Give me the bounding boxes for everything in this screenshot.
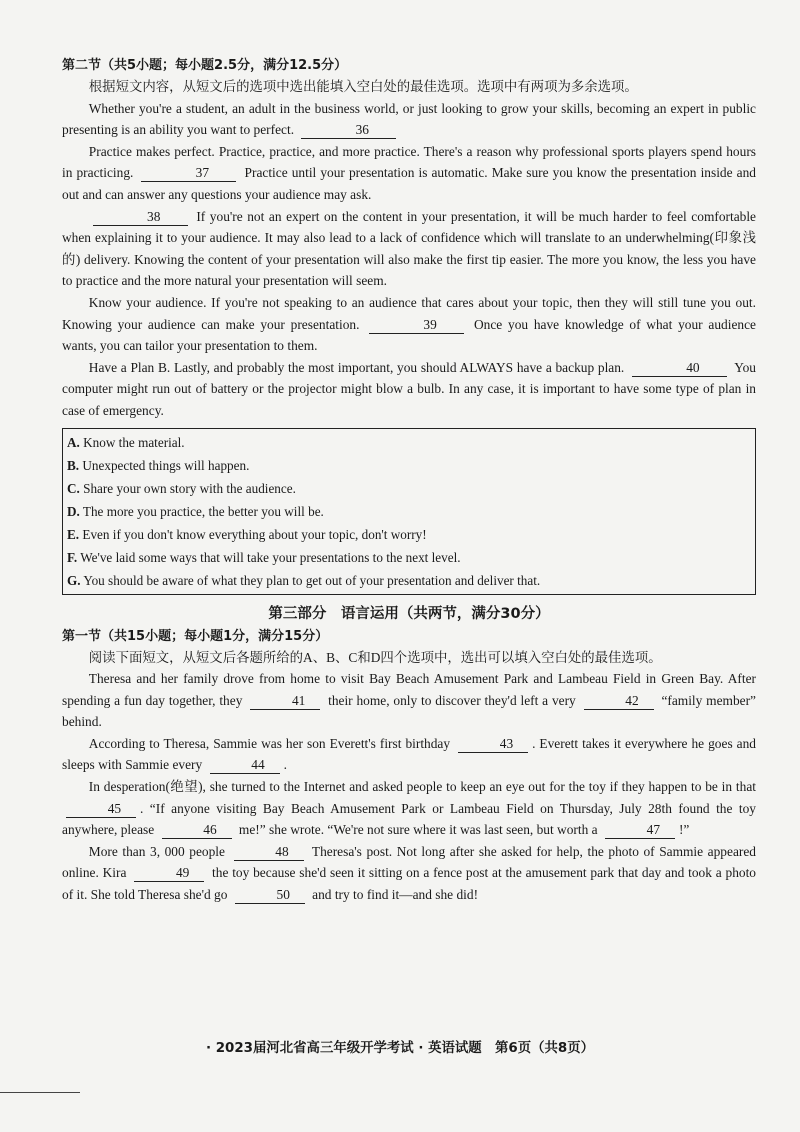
passage-paragraph-5: Have a Plan B. Lastly, and probably the most important, you should ALWAYS have a backup plan. 40 You computer might run out of battery or the projector might blow a bulb. In any case, it is important to have some type of plan in case of emergency. [62,359,756,418]
blank-45: 45 [66,801,136,818]
blank-47: 47 [605,822,675,839]
options-box [62,428,756,595]
blank-49: 49 [134,865,204,882]
section-2-instruction: 根据短文内容，从短文后的选项中选出能填入空白处的最佳选项。选项中有两项为多余选项。 [88,79,638,94]
cloze-paragraph-1: Theresa and her family drove from home to visit Bay Beach Amusement Park and Lambeau Field in Green Bay. After spending a fun day together, they 41 their home, only to discover they'd left a very 42 “family member” behind. [62,671,756,730]
part-3-section-1-heading: 第一节（共15小题；每小题1分，满分15分） [62,628,329,644]
option-c: C. Share your own story with the audience. [67,480,296,496]
passage-paragraph-3: 38 If you're not an expert on the content in your presentation, it will be much harder to feel comfortable when explaining it to your audience. It may also lead to a lack of confidence which will translate to an underwhelming(印象浅的) delivery. Knowing the content of your presentation will also make the first tip easier. The more you know, the less you have to practice and the more natural your presentation will seem. [62,208,756,289]
part-3-title: 第三部分 语言运用（共两节，满分30分） [268,605,550,622]
option-a: A. Know the material. [67,434,185,450]
blank-42: 42 [584,693,654,710]
option-f: F. We've laid some ways that will take your presentations to the next level. [67,549,461,565]
option-d: D. The more you practice, the better you will be. [67,503,324,519]
blank-36: 36 [301,122,396,139]
bottom-rule [0,1092,80,1093]
blank-39: 39 [369,317,464,334]
blank-48: 48 [234,844,304,861]
option-e: E. Even if you don't know everything about your topic, don't worry! [67,526,427,542]
blank-46: 46 [162,822,232,839]
blank-37: 37 [141,165,236,182]
blank-43: 43 [458,736,528,753]
cloze-paragraph-4: More than 3, 000 people 48 Theresa's post. Not long after she asked for help, the photo of Sammie appeared online. Kira 49 the toy because she'd seen it sitting on a fence post at the amusement park that day and took a photo of it. She told Theresa she'd go 50 and try to find it—and she did! [62,843,756,903]
cloze-paragraph-3: In desperation(绝望), she turned to the Internet and asked people to keep an eye out for the toy if they happen to be in that 45 . “If anyone visiting Bay Beach Amusement Park or Lambeau Field on Thursday, July 28th found the toy anywhere, please 46 me!” she wrote. “We're not sure where it was last seen, but worth a 47 !” [62,779,756,838]
option-b: B. Unexpected things will happen. [67,457,250,473]
passage-paragraph-2: Practice makes perfect. Practice, practice, and more practice. There's a reason why professional sports players spend hours in practicing. 37 Practice until your presentation is automatic. Make sure you know the presentation inside and out and can answer any questions your audience may ask. [62,143,756,202]
cloze-paragraph-2: According to Theresa, Sammie was her son Everett's first birthday 43 . Everett takes it everywhere he goes and sleeps with Sammie every 44 . [62,735,756,773]
passage-paragraph-4: Know your audience. If you're not speaking to an audience that cares about your topic, then they will still tune you out. Knowing your audience can make your presentation. 39 Once you have knowledge of what your audience wants, you can tailor your presentation to them. [62,294,756,354]
part-3-instruction: 阅读下面短文，从短文后各题所给的A、B、C和D四个选项中，选出可以填入空白处的最佳选项。 [88,649,662,665]
blank-38: 38 [93,209,188,226]
page-content [62,56,756,906]
page-footer: · 2023届河北省高三年级开学考试 · 英语试题 第6页（共8页） [205,1041,595,1056]
blank-44: 44 [210,757,280,774]
option-g: G. You should be aware of what they plan to get out of your presentation and deliver that. [67,572,541,588]
blank-50: 50 [235,887,305,904]
passage-paragraph-1: Whether you're a student, an adult in the business world, or just looking to grow your skills, becoming an expert in public presenting is an ability you want to perfect. 36 [62,100,756,138]
blank-41: 41 [250,693,320,710]
section-2-heading: 第二节（共5小题；每小题2.5分，满分12.5分） [62,58,348,73]
blank-40: 40 [632,360,727,377]
